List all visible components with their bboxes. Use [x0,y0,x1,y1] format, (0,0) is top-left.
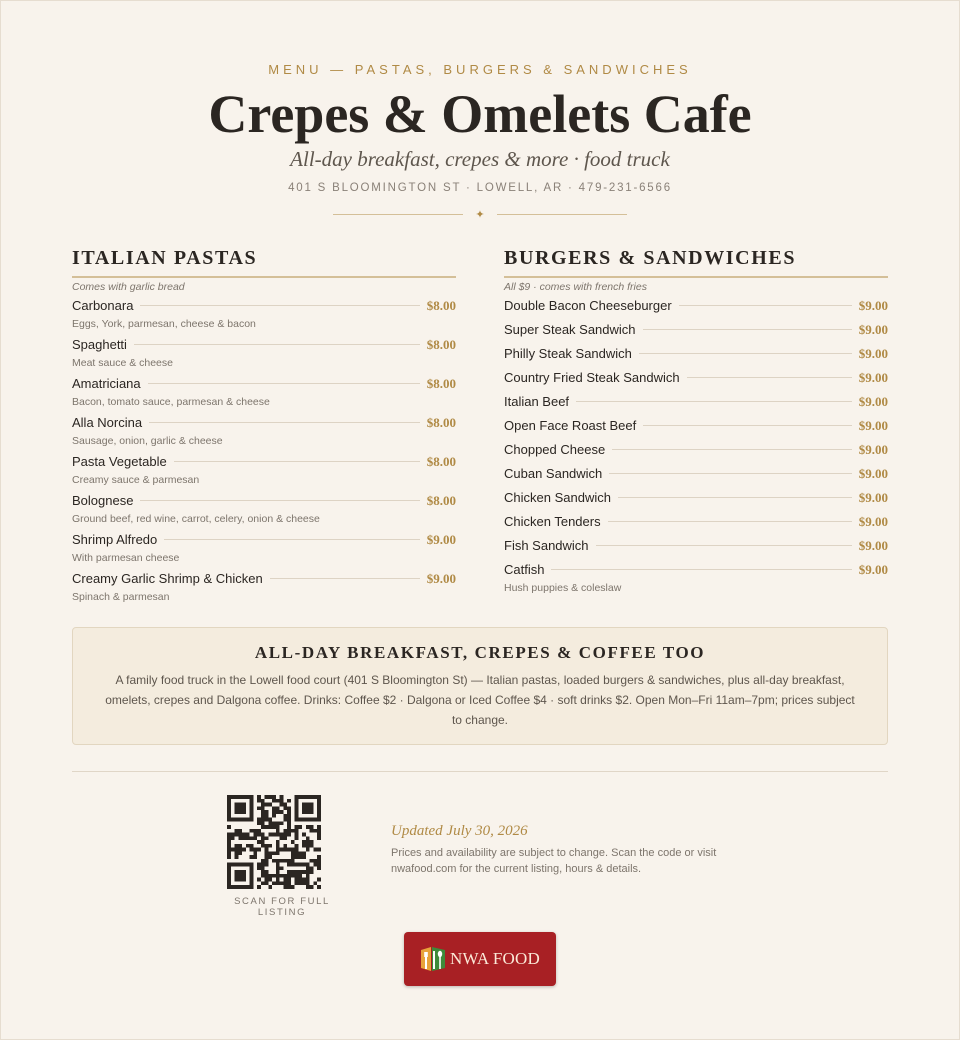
page-tagline: All-day breakfast, crepes & more · food truck [290,147,670,171]
menu-item-price: $9.00 [858,418,888,433]
menu-item-price: $8.00 [426,493,456,508]
menu-item [72,454,456,488]
menu-item-price: $9.00 [858,298,888,313]
menu-item-row [72,454,456,473]
dotted-leader [149,422,420,423]
menu-item-price: $9.00 [858,370,888,385]
menu-item-name: Super Steak Sandwich [504,322,636,337]
qr-code-icon[interactable] [227,795,321,889]
dotted-leader [609,473,851,474]
menu-item-name: Alla Norcina [72,415,143,430]
menu-item [504,370,888,389]
menu-item-row [504,394,888,413]
section-title: ITALIAN PASTAS [72,246,456,278]
menu-item-row [504,346,888,365]
burger-item-list [504,298,888,596]
menu-item-row [72,493,456,512]
dotted-leader [134,344,420,345]
menu-item-name: Amatriciana [72,376,141,391]
menu-item-description: Ground beef, red wine, carrot, celery, onion & cheese [72,513,320,525]
section-burgers-sandwiches [504,246,888,610]
menu-item-name: Philly Steak Sandwich [504,346,632,361]
page-title: Crepes & Omelets Cafe [208,84,752,144]
dotted-leader [608,521,852,522]
menu-kicker: MENU — PASTAS, BURGERS & SANDWICHES [268,62,692,77]
qr-block [212,795,352,918]
utensils-logo-icon [420,945,446,973]
callout-title: ALL-DAY BREAKFAST, CREPES & COFFEE TOO [254,643,706,662]
menu-item-price: $8.00 [426,298,456,313]
section-italian-pastas [72,246,456,610]
menu-item-description: Bacon, tomato sauce, parmesan & cheese [72,396,270,408]
update-block [391,823,731,877]
menu-item-name: Bolognese [72,493,134,508]
menu-item-name: Double Bacon Cheeseburger [504,298,672,313]
breakfast-callout [72,627,888,745]
menu-item-price: $9.00 [858,562,888,577]
menu-item-description: Sausage, onion, garlic & cheese [72,435,223,447]
pasta-item-list [72,298,456,605]
menu-item-row [72,337,456,356]
menu-item-price: $9.00 [858,466,888,481]
menu-item-row [504,418,888,437]
menu-item [504,562,888,596]
menu-item [504,298,888,317]
menu-item-description: Eggs, York, parmesan, cheese & bacon [72,318,256,330]
menu-item-price: $9.00 [858,442,888,457]
menu-item-price: $9.00 [858,514,888,529]
qr-caption: SCAN FOR FULL LISTING [234,896,330,918]
updated-date: Updated July 30, 2026 [391,823,528,839]
menu-item-price: $9.00 [858,490,888,505]
menu-item-row [504,322,888,341]
menu-item-row [504,514,888,533]
dotted-leader [140,500,419,501]
menu-item-row [72,376,456,395]
dotted-leader [679,305,852,306]
menu-item [504,514,888,533]
menu-item-row [504,538,888,557]
menu-item [72,415,456,449]
callout-body: A family food truck in the Lowell food court (401 S Bloomington St) — Italian pastas, loaded burgers & sandwiches, plus all-day breakfast, omelets, crepes and Dalgona coffee. Drinks: Coffee $2 · Dalgona or Iced Coffee $4 · soft drinks $2. Open Mon–Fri 11am–7pm; prices subject to change. [105,673,855,727]
section-note: All $9 · comes with french fries [504,281,647,293]
menu-item-price: $9.00 [858,322,888,337]
menu-item-row [504,442,888,461]
star-ornament-icon: ✦ [475,208,485,221]
menu-item [504,322,888,341]
logo-text: NWA FOOD [450,949,540,968]
menu-item-row [72,532,456,551]
menu-item-price: $9.00 [426,532,456,547]
menu-item-row [504,298,888,317]
menu-item [72,376,456,410]
dotted-leader [164,539,419,540]
menu-item-name: Open Face Roast Beef [504,418,637,433]
menu-item-price: $8.00 [426,454,456,469]
address-line: 401 S BLOOMINGTON ST · LOWELL, AR · 479-231-6566 [288,182,672,194]
footer-divider [72,771,888,772]
menu-item-name: Shrimp Alfredo [72,532,158,547]
menu-item-name: Catfish [504,562,545,577]
menu-item-price: $9.00 [858,394,888,409]
menu-item-price: $8.00 [426,337,456,352]
menu-item-row [72,415,456,434]
menu-item [504,346,888,365]
section-note: Comes with garlic bread [72,281,185,293]
menu-item-row [504,490,888,509]
menu-item-description: Hush puppies & coleslaw [504,582,622,594]
menu-item-row [504,370,888,389]
menu-item-name: Fish Sandwich [504,538,589,553]
menu-item [504,466,888,485]
menu-item [72,337,456,371]
menu-item [504,490,888,509]
menu-item-description: Creamy sauce & parmesan [72,474,200,486]
menu-item [72,298,456,332]
menu-item-price: $9.00 [426,571,456,586]
menu-item-description: Meat sauce & cheese [72,357,173,369]
menu-columns [72,246,888,610]
menu-item-name: Chopped Cheese [504,442,606,457]
dotted-leader [270,578,420,579]
menu-item [72,532,456,566]
menu-item-name: Spaghetti [72,337,127,352]
menu-item-name: Chicken Sandwich [504,490,611,505]
dotted-leader [618,497,852,498]
dotted-leader [551,569,851,570]
menu-item-name: Carbonara [72,298,134,313]
update-notice: Prices and availability are subject to change. Scan the code or visit nwafood.com for the current listing, hours & details. [391,847,717,875]
menu-item [72,571,456,605]
menu-item [504,442,888,461]
dotted-leader [596,545,852,546]
menu-item-price: $9.00 [858,346,888,361]
menu-item-name: Cuban Sandwich [504,466,603,481]
dotted-leader [643,329,852,330]
menu-item-name: Italian Beef [504,394,570,409]
dotted-leader [576,401,852,402]
section-title: BURGERS & SANDWICHES [504,246,888,278]
dotted-leader [148,383,420,384]
menu-item-price: $9.00 [858,538,888,553]
menu-item-description: With parmesan cheese [72,552,180,564]
menu-item-row [72,571,456,590]
dotted-leader [612,449,852,450]
dotted-leader [639,353,852,354]
menu-item-row [504,562,888,581]
dotted-leader [140,305,419,306]
dotted-leader [174,461,420,462]
dotted-leader [687,377,852,378]
menu-item [504,394,888,413]
menu-item-description: Spinach & parmesan [72,591,170,603]
menu-item-row [504,466,888,485]
nwa-food-logo-button[interactable] [404,932,556,986]
menu-item [504,538,888,557]
menu-item-name: Creamy Garlic Shrimp & Chicken [72,571,263,586]
menu-item-price: $8.00 [426,415,456,430]
menu-item-name: Country Fried Steak Sandwich [504,370,680,385]
menu-item [72,493,456,527]
menu-item-name: Chicken Tenders [504,514,601,529]
menu-item-name: Pasta Vegetable [72,454,167,469]
dotted-leader [643,425,852,426]
menu-item-price: $8.00 [426,376,456,391]
menu-item [504,418,888,437]
menu-item-row [72,298,456,317]
